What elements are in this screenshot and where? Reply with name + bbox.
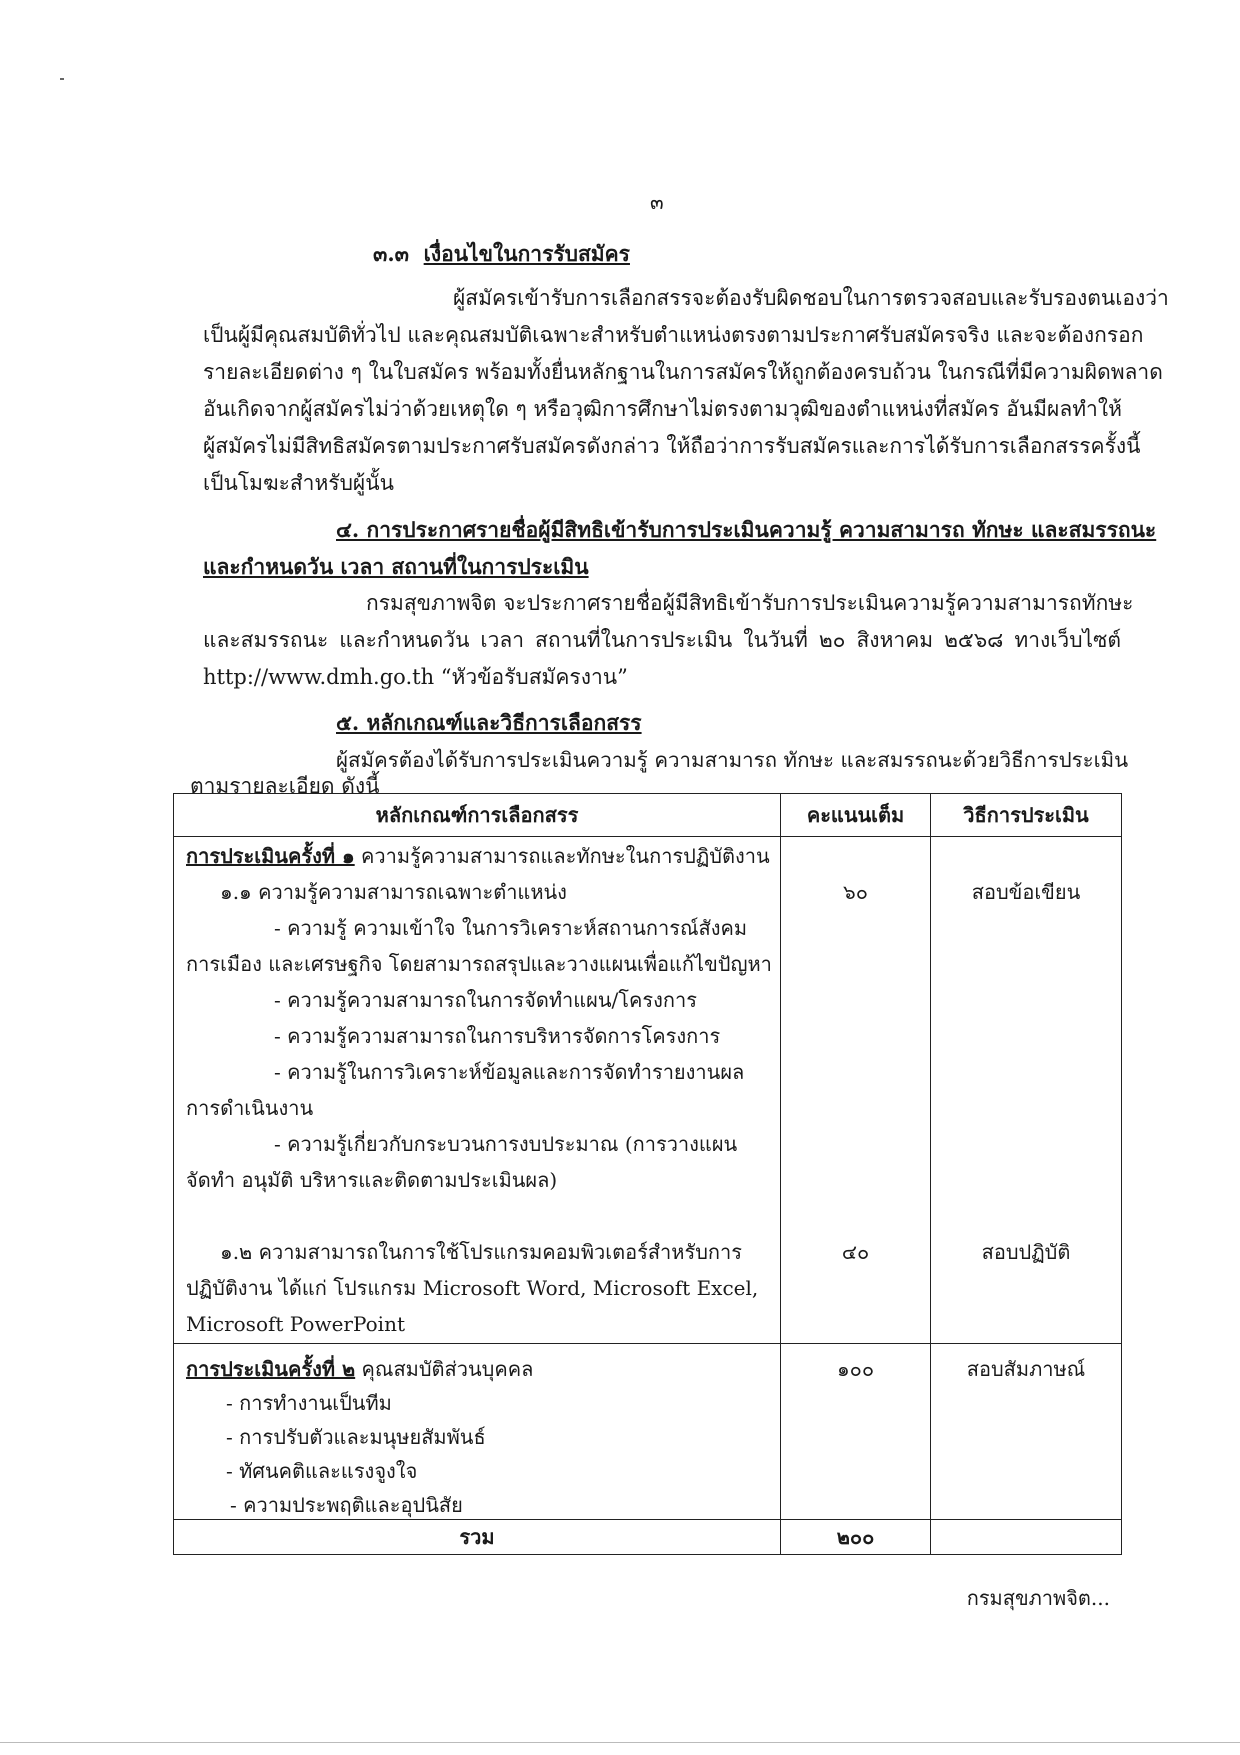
paragraph-line: และสมรรถนะ และกำหนดวัน เวลา สถานที่ในการประเมิน ในวันที่ ๒๐ สิงหาคม ๒๕๖๘ ทางเว็บไซต์	[203, 628, 1121, 652]
round-2-title: คุณสมบัติส่วนบุคคล	[355, 1357, 534, 1381]
scan-speck	[60, 78, 64, 80]
list-item: - ทัศนคติและแรงจูงใจ	[226, 1459, 418, 1483]
round-1-heading	[186, 841, 770, 871]
list-item: - การทำงานเป็นทีม	[226, 1391, 392, 1415]
column-header-method: วิธีการประเมิน	[931, 794, 1122, 837]
selection-criteria-table	[173, 793, 1122, 1555]
round-1-title: ความรู้ความสามารถและทักษะในการปฏิบัติงาน	[354, 844, 770, 868]
paragraph-line: กรมสุขภาพจิต จะประกาศรายชื่อผู้มีสิทธิเข้ารับการประเมินความรู้ความสามารถทักษะ	[366, 591, 1134, 615]
paragraph-line: ผู้สมัครไม่มีสิทธิสมัครตามประกาศรับสมัครดังกล่าว ให้ถือว่าการรับสมัครและการได้รับการเลือกสรรครั้งนี้	[203, 434, 1141, 458]
score-1-2: ๔๐	[841, 1240, 870, 1264]
list-item: - การปรับตัวและมนุษยสัมพันธ์	[226, 1425, 486, 1449]
list-item: ๑.๒ ความสามารถในการใช้โปรแกรมคอมพิวเตอร์สำหรับการ	[220, 1240, 742, 1264]
total-method-empty	[931, 1520, 1122, 1555]
list-item: - ความรู้ความสามารถในการจัดทำแผน/โครงการ	[274, 988, 697, 1012]
section-3-3-heading	[373, 239, 630, 269]
list-item: การเมือง และเศรษฐกิจ โดยสามารถสรุปและวางแผนเพื่อแก้ไขปัญหา	[186, 952, 772, 976]
section-4-heading: ๔. การประกาศรายชื่อผู้มีสิทธิเข้ารับการประเมินความรู้ ความสามารถ ทักษะ และสมรรถนะ	[336, 517, 1157, 542]
round-1-label: การประเมินครั้งที่ ๑	[186, 844, 355, 868]
table-header-row	[174, 794, 1122, 837]
section-3-3-title: เงื่อนไขในการรับสมัคร	[423, 241, 630, 266]
section-3-3-number: ๓.๓	[373, 241, 410, 266]
paragraph-line: รายละเอียดต่าง ๆ ในใบสมัคร พร้อมทั้งยื่นหลักฐานในการสมัครให้ถูกต้องครบถ้วน ในกรณีที่มีความผิดพลาด	[203, 360, 1163, 384]
method-written-exam: สอบข้อเขียน	[971, 880, 1081, 904]
table-row-round-2	[174, 1344, 1122, 1520]
list-item: - ความรู้ ความเข้าใจ ในการวิเคราะห์สถานการณ์สังคม	[274, 916, 748, 940]
column-header-criteria: หลักเกณฑ์การเลือกสรร	[174, 794, 781, 837]
paragraph-line: อันเกิดจากผู้สมัครไม่ว่าด้วยเหตุใด ๆ หรือวุฒิการศึกษาไม่ตรงตามวุฒิของตำแหน่งที่สมัคร อันมีผลทำให้	[203, 397, 1122, 421]
list-item: Microsoft PowerPoint	[186, 1312, 405, 1336]
score-2: ๑๐๐	[836, 1357, 875, 1381]
paragraph-line: ตามรายละเอียด ดังนี้	[190, 774, 380, 798]
table-row-total	[174, 1520, 1122, 1555]
list-item: ปฏิบัติงาน ได้แก่ โปรแกรม Microsoft Word, Microsoft Excel,	[186, 1276, 759, 1300]
total-label: รวม	[174, 1520, 781, 1555]
paragraph-line: เป็นผู้มีคุณสมบัติทั่วไป และคุณสมบัติเฉพาะสำหรับตำแหน่งตรงตามประกาศรับสมัครจริง และจะต้องกรอก	[203, 323, 1144, 347]
method-practical-exam: สอบปฏิบัติ	[981, 1240, 1071, 1264]
paragraph-line: ผู้สมัครเข้ารับการเลือกสรรจะต้องรับผิดชอบในการตรวจสอบและรับรองตนเองว่า	[453, 286, 1169, 310]
list-item: - ความรู้ในการวิเคราะห์ข้อมูลและการจัดทำรายงานผล	[274, 1060, 745, 1084]
website-link[interactable]: http://www.dmh.go.th “หัวข้อรับสมัครงาน”	[203, 665, 628, 689]
list-item: - ความรู้เกี่ยวกับกระบวนการงบประมาณ (การวางแผน	[274, 1132, 738, 1156]
paragraph-line: ผู้สมัครต้องได้รับการประเมินความรู้ ความสามารถ ทักษะ และสมรรถนะด้วยวิธีการประเมิน	[336, 748, 1129, 772]
table-row-round-1	[174, 837, 1122, 1344]
section-5-heading: ๕. หลักเกณฑ์และวิธีการเลือกสรร	[336, 710, 642, 735]
section-4-heading-cont: และกำหนดวัน เวลา สถานที่ในการประเมิน	[203, 554, 589, 579]
list-item: การดำเนินงาน	[186, 1096, 314, 1120]
paragraph-line: เป็นโมฆะสำหรับผู้นั้น	[203, 471, 394, 495]
round-2-label: การประเมินครั้งที่ ๒	[186, 1357, 356, 1381]
method-interview: สอบสัมภาษณ์	[966, 1357, 1086, 1381]
list-item: - ความประพฤติและอุปนิสัย	[230, 1493, 463, 1517]
score-1-1: ๖๐	[843, 880, 868, 904]
continuation-note: กรมสุขภาพจิต...	[966, 1586, 1110, 1610]
scan-edge-line	[0, 1742, 1240, 1743]
total-score: ๒๐๐	[781, 1520, 931, 1555]
list-item: - ความรู้ความสามารถในการบริหารจัดการโครงการ	[274, 1024, 721, 1048]
list-item: จัดทำ อนุมัติ บริหารและติดตามประเมินผล)	[186, 1168, 558, 1192]
round-2-heading	[186, 1354, 533, 1384]
page-number: ๓	[650, 190, 664, 214]
column-header-full-score: คะแนนเต็ม	[781, 794, 931, 837]
list-item: ๑.๑ ความรู้ความสามารถเฉพาะตำแหน่ง	[220, 880, 567, 904]
